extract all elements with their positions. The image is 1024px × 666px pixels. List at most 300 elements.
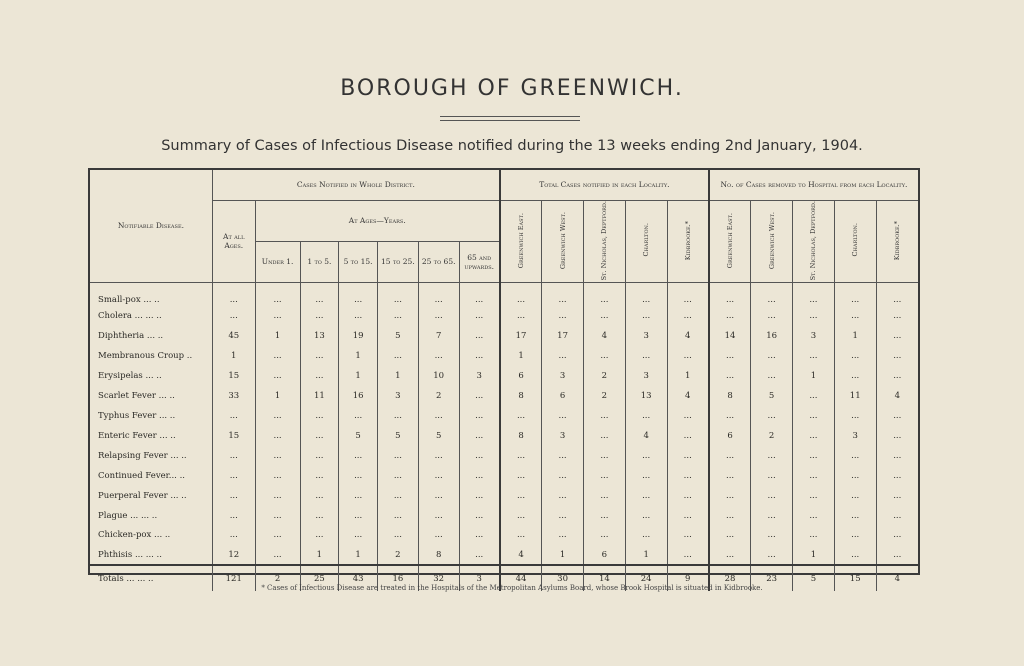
header-loc-greenwich-east: Greenwich East. — [517, 212, 526, 268]
table-cell: ... — [500, 486, 542, 506]
totals-cell: 14 — [583, 565, 625, 591]
table-row — [90, 346, 918, 366]
table-row — [90, 306, 918, 326]
table-cell: ... — [709, 506, 751, 526]
disease-name: Puerperal Fever ... .. — [98, 490, 187, 501]
table-cell: ... — [255, 306, 300, 326]
table-cell: 6 — [500, 366, 542, 386]
table-cell: ... — [583, 466, 625, 486]
table-cell: ... — [212, 466, 255, 486]
table-cell: 5 — [339, 426, 378, 446]
disease-name: Chicken-pox ... .. — [98, 530, 171, 541]
header-disease: Notifiable Disease. — [90, 170, 212, 282]
table-cell: ... — [500, 526, 542, 546]
table-cell: ... — [834, 486, 876, 506]
table-row — [90, 386, 918, 406]
table-cell: 15 — [212, 426, 255, 446]
table-cell: ... — [709, 545, 751, 565]
table-cell: ... — [500, 306, 542, 326]
table-cell: 2 — [583, 366, 625, 386]
table-cell: ... — [212, 406, 255, 426]
table-cell: ... — [500, 506, 542, 526]
table-cell: ... — [459, 306, 500, 326]
table-cell: 3 — [542, 426, 584, 446]
table-cell: 1 — [339, 346, 378, 366]
table-cell: 4 — [625, 426, 667, 446]
table-cell: 2 — [751, 426, 793, 446]
header-total-locality: Total Cases notified in each Locality. — [500, 170, 709, 200]
table-cell: ... — [876, 326, 918, 346]
totals-cell: 43 — [339, 565, 378, 591]
disease-name: Diphtheria ... .. — [98, 331, 164, 342]
table-cell: 16 — [339, 386, 378, 406]
table-cell: ... — [212, 526, 255, 546]
title-rule-bottom — [440, 120, 580, 121]
table-cell: ... — [418, 346, 459, 366]
table-cell: ... — [625, 282, 667, 306]
table-cell: ... — [542, 346, 584, 366]
table-cell: ... — [625, 346, 667, 366]
table-cell: ... — [339, 526, 378, 546]
table-cell: ... — [212, 446, 255, 466]
table-cell: ... — [709, 526, 751, 546]
table-cell: ... — [709, 446, 751, 466]
table-cell: ... — [459, 446, 500, 466]
table-cell: ... — [377, 486, 418, 506]
header-age-15-25: 15 to 25. — [377, 241, 418, 282]
table-cell: ... — [459, 526, 500, 546]
header-loc-kidbrooke: Kidbrooke.* — [683, 220, 692, 260]
table-cell: ... — [751, 526, 793, 546]
table-cell: ... — [834, 366, 876, 386]
table-cell: ... — [876, 426, 918, 446]
table-cell: ... — [300, 466, 339, 486]
table-cell: ... — [793, 406, 835, 426]
table-cell: 5 — [418, 426, 459, 446]
table-cell: 16 — [751, 326, 793, 346]
table-cell: ... — [255, 406, 300, 426]
footnote: * Cases of Infectious Disease are treated in the Hospitals of the Metropolitan Asylums Board, whose Brook Hospital is situated in Kidbrooke. — [261, 584, 763, 592]
table-row — [90, 282, 918, 306]
table-cell: ... — [377, 446, 418, 466]
disease-name: Cholera ... ... .. — [98, 311, 162, 322]
table-cell: ... — [876, 486, 918, 506]
table-cell: ... — [418, 526, 459, 546]
disease-name: Small-pox ... .. — [98, 294, 160, 305]
totals-cell: 30 — [542, 565, 584, 591]
disease-name: Membranous Croup .. — [98, 351, 193, 362]
table-cell: 3 — [625, 326, 667, 346]
table-cell: ... — [709, 306, 751, 326]
totals-cell: 3 — [459, 565, 500, 591]
table-cell: ... — [583, 346, 625, 366]
disease-table-body — [90, 282, 918, 591]
table-cell: ... — [834, 526, 876, 546]
table-cell: ... — [542, 486, 584, 506]
table-cell: ... — [667, 545, 709, 565]
table-cell: 1 — [300, 545, 339, 565]
table-cell: ... — [709, 366, 751, 386]
table-cell: ... — [459, 326, 500, 346]
table-row — [90, 486, 918, 506]
totals-cell: 24 — [625, 565, 667, 591]
totals-cell: 121 — [212, 565, 255, 591]
table-cell: 3 — [834, 426, 876, 446]
table-cell: ... — [793, 506, 835, 526]
table-cell: 6 — [583, 545, 625, 565]
header-age-under-1: Under 1. — [255, 241, 300, 282]
table-cell: ... — [709, 406, 751, 426]
table-cell: ... — [212, 506, 255, 526]
table-cell: ... — [709, 466, 751, 486]
page-title: BOROUGH OF GREENWICH. — [340, 76, 684, 101]
header-loc-greenwich-west: Greenwich West. — [558, 211, 567, 269]
table-row — [90, 526, 918, 546]
table-cell: 8 — [418, 545, 459, 565]
table-row — [90, 545, 918, 565]
table-cell: 2 — [377, 545, 418, 565]
table-cell: 3 — [793, 326, 835, 346]
table-cell: 1 — [212, 346, 255, 366]
table-cell: ... — [667, 426, 709, 446]
table-cell: ... — [542, 306, 584, 326]
totals-cell: 5 — [793, 565, 835, 591]
table-cell: 17 — [500, 326, 542, 346]
table-cell: ... — [459, 506, 500, 526]
header-removed: No. of Cases removed to Hospital from each Locality. — [709, 170, 918, 200]
table-cell: ... — [255, 282, 300, 306]
table-cell: ... — [751, 506, 793, 526]
table-cell: ... — [300, 282, 339, 306]
table-cell: ... — [667, 306, 709, 326]
disease-table-frame — [88, 168, 920, 584]
table-cell: ... — [876, 282, 918, 306]
table-cell: ... — [709, 282, 751, 306]
table-cell: ... — [542, 446, 584, 466]
disease-name: Phthisis ... ... .. — [98, 549, 162, 560]
table-cell: ... — [500, 446, 542, 466]
table-cell: 1 — [625, 545, 667, 565]
table-cell: ... — [459, 282, 500, 306]
table-cell: ... — [377, 506, 418, 526]
header-at-all-ages: At all Ages. — [212, 200, 255, 282]
table-cell: ... — [459, 466, 500, 486]
table-cell: ... — [583, 486, 625, 506]
table-cell: ... — [377, 282, 418, 306]
header-rem-kidbrooke: Kidbrooke.* — [893, 220, 902, 260]
table-cell: ... — [834, 506, 876, 526]
disease-name: Scarlet Fever ... .. — [98, 391, 175, 401]
table-cell: ... — [834, 406, 876, 426]
table-cell: 2 — [418, 386, 459, 406]
table-cell: ... — [876, 506, 918, 526]
table-cell: ... — [751, 406, 793, 426]
totals-cell: 25 — [300, 565, 339, 591]
table-cell: ... — [667, 486, 709, 506]
table-cell: 1 — [377, 366, 418, 386]
table-cell: ... — [751, 466, 793, 486]
table-cell: ... — [876, 366, 918, 386]
table-cell: ... — [834, 346, 876, 366]
table-cell: ... — [667, 346, 709, 366]
table-cell: 3 — [459, 366, 500, 386]
table-cell: ... — [793, 386, 835, 406]
table-cell: ... — [542, 526, 584, 546]
table-cell: ... — [255, 486, 300, 506]
table-cell: ... — [834, 466, 876, 486]
table-cell: ... — [542, 506, 584, 526]
table-cell: 13 — [625, 386, 667, 406]
table-cell: ... — [500, 406, 542, 426]
table-cell: 4 — [583, 326, 625, 346]
table-cell: ... — [212, 486, 255, 506]
table-cell: ... — [300, 366, 339, 386]
table-cell: ... — [300, 406, 339, 426]
table-cell: ... — [300, 346, 339, 366]
table-cell: 5 — [377, 326, 418, 346]
table-cell: ... — [542, 406, 584, 426]
table-cell: ... — [377, 406, 418, 426]
header-age-5-15: 5 to 15. — [339, 241, 378, 282]
table-row — [90, 506, 918, 526]
table-cell: ... — [667, 282, 709, 306]
table-cell: ... — [667, 406, 709, 426]
table-cell: ... — [418, 446, 459, 466]
totals-cell: 2 — [255, 565, 300, 591]
table-cell: 11 — [300, 386, 339, 406]
table-cell: 6 — [709, 426, 751, 446]
table-cell: ... — [418, 506, 459, 526]
table-cell: ... — [793, 526, 835, 546]
table-cell: ... — [793, 446, 835, 466]
table-cell: ... — [339, 446, 378, 466]
table-cell: ... — [793, 282, 835, 306]
table-cell: 5 — [751, 386, 793, 406]
table-cell: ... — [459, 426, 500, 446]
table-cell: ... — [667, 526, 709, 546]
totals-label: Totals ... ... .. — [90, 565, 212, 591]
header-loc-st-nicholas: St. Nicholas, Deptford. — [600, 200, 609, 280]
table-cell: ... — [876, 526, 918, 546]
table-cell: ... — [339, 406, 378, 426]
table-cell: ... — [751, 346, 793, 366]
table-cell: 1 — [339, 366, 378, 386]
table-cell: 12 — [212, 545, 255, 565]
table-cell: ... — [377, 466, 418, 486]
table-cell: ... — [751, 282, 793, 306]
table-cell: ... — [834, 545, 876, 565]
table-cell: ... — [625, 466, 667, 486]
table-cell: 8 — [500, 386, 542, 406]
table-row — [90, 366, 918, 386]
header-rem-greenwich-east: Greenwich East. — [726, 212, 735, 268]
table-cell: 1 — [667, 366, 709, 386]
table-cell: ... — [793, 466, 835, 486]
table-cell: ... — [339, 306, 378, 326]
table-cell: ... — [625, 506, 667, 526]
table-cell: ... — [834, 282, 876, 306]
table-cell: ... — [418, 486, 459, 506]
table-cell: ... — [459, 386, 500, 406]
totals-cell: 23 — [751, 565, 793, 591]
disease-table — [90, 170, 918, 591]
table-cell: 10 — [418, 366, 459, 386]
table-cell: 33 — [212, 386, 255, 406]
totals-cell: 9 — [667, 565, 709, 591]
table-cell: 4 — [500, 545, 542, 565]
table-cell: 1 — [793, 545, 835, 565]
table-cell: 3 — [542, 366, 584, 386]
table-cell: ... — [709, 346, 751, 366]
header-age-25-65: 25 to 65. — [418, 241, 459, 282]
table-cell: ... — [300, 306, 339, 326]
table-cell: ... — [300, 506, 339, 526]
header-rem-charlton: Charlton. — [851, 223, 860, 257]
table-cell: ... — [255, 446, 300, 466]
table-cell: ... — [625, 486, 667, 506]
table-row — [90, 466, 918, 486]
table-cell: ... — [418, 466, 459, 486]
header-rem-greenwich-west: Greenwich West. — [767, 211, 776, 269]
table-cell: ... — [751, 306, 793, 326]
table-cell: ... — [300, 426, 339, 446]
table-cell: ... — [876, 466, 918, 486]
table-cell: ... — [542, 466, 584, 486]
table-cell: ... — [255, 366, 300, 386]
totals-cell: 32 — [418, 565, 459, 591]
table-cell: ... — [625, 406, 667, 426]
table-cell: ... — [255, 346, 300, 366]
table-cell: ... — [212, 282, 255, 306]
table-cell: ... — [876, 545, 918, 565]
table-cell: ... — [876, 406, 918, 426]
table-cell: 14 — [709, 326, 751, 346]
header-whole-district: Cases Notified in Whole District. — [212, 170, 500, 200]
table-cell: 4 — [876, 386, 918, 406]
table-cell: ... — [377, 306, 418, 326]
totals-cell: 28 — [709, 565, 751, 591]
table-row — [90, 326, 918, 346]
table-cell: ... — [255, 526, 300, 546]
table-cell: ... — [500, 282, 542, 306]
table-cell: ... — [625, 526, 667, 546]
table-cell: ... — [625, 446, 667, 466]
table-cell: ... — [255, 466, 300, 486]
table-cell: ... — [339, 506, 378, 526]
table-cell: ... — [418, 282, 459, 306]
table-cell: ... — [339, 282, 378, 306]
table-cell: ... — [583, 526, 625, 546]
table-cell: 13 — [300, 326, 339, 346]
table-cell: ... — [876, 306, 918, 326]
table-cell: ... — [583, 506, 625, 526]
table-cell: 5 — [377, 426, 418, 446]
table-cell: ... — [751, 486, 793, 506]
table-cell: ... — [793, 346, 835, 366]
table-cell: 1 — [500, 346, 542, 366]
table-cell: ... — [793, 426, 835, 446]
table-cell: 19 — [339, 326, 378, 346]
table-cell: ... — [418, 306, 459, 326]
table-cell: ... — [583, 282, 625, 306]
table-cell: 8 — [500, 426, 542, 446]
table-cell: ... — [834, 446, 876, 466]
table-cell: ... — [667, 466, 709, 486]
table-cell: ... — [418, 406, 459, 426]
table-cell: 1 — [255, 386, 300, 406]
table-cell: 17 — [542, 326, 584, 346]
table-cell: 45 — [212, 326, 255, 346]
table-cell: ... — [212, 306, 255, 326]
disease-name: Erysipelas ... .. — [98, 371, 162, 382]
table-cell: ... — [793, 306, 835, 326]
title-rule-top — [440, 116, 580, 117]
header-rem-st-nicholas: St. Nicholas, Deptford. — [809, 200, 818, 280]
disease-name: Typhus Fever ... .. — [98, 410, 176, 421]
table-cell: 3 — [625, 366, 667, 386]
table-cell: 2 — [583, 386, 625, 406]
table-cell: ... — [625, 306, 667, 326]
table-cell: ... — [459, 486, 500, 506]
table-cell: ... — [459, 406, 500, 426]
table-cell: ... — [876, 446, 918, 466]
table-cell: ... — [876, 346, 918, 366]
table-cell: ... — [834, 306, 876, 326]
table-cell: ... — [377, 346, 418, 366]
table-cell: 3 — [377, 386, 418, 406]
table-cell: 4 — [667, 386, 709, 406]
table-cell: ... — [583, 426, 625, 446]
table-cell: 7 — [418, 326, 459, 346]
table-cell: ... — [751, 446, 793, 466]
table-cell: 15 — [212, 366, 255, 386]
table-cell: 1 — [255, 326, 300, 346]
table-cell: ... — [255, 545, 300, 565]
table-cell: ... — [583, 406, 625, 426]
table-cell: ... — [583, 306, 625, 326]
table-cell: ... — [583, 446, 625, 466]
table-cell: ... — [459, 545, 500, 565]
table-cell: ... — [751, 545, 793, 565]
table-cell: ... — [377, 526, 418, 546]
table-cell: ... — [793, 486, 835, 506]
table-row — [90, 406, 918, 426]
table-cell: ... — [667, 506, 709, 526]
table-cell: 8 — [709, 386, 751, 406]
table-cell: 4 — [667, 326, 709, 346]
table-cell: 1 — [793, 366, 835, 386]
totals-cell: 16 — [377, 565, 418, 591]
table-cell: ... — [709, 486, 751, 506]
header-age-65-up: 65 and upwards. — [459, 241, 500, 282]
table-cell: ... — [500, 466, 542, 486]
totals-cell: 15 — [834, 565, 876, 591]
table-cell: ... — [255, 426, 300, 446]
table-cell: ... — [459, 346, 500, 366]
totals-cell: 4 — [876, 565, 918, 591]
header-loc-charlton: Charlton. — [642, 223, 651, 257]
table-cell: ... — [300, 486, 339, 506]
table-cell: 1 — [339, 545, 378, 565]
disease-name: Continued Fever... .. — [98, 470, 185, 481]
header-at-ages-years: At Ages—Years. — [255, 200, 500, 241]
table-cell: ... — [300, 446, 339, 466]
disease-name: Relapsing Fever ... .. — [98, 450, 187, 461]
table-row — [90, 446, 918, 466]
table-cell: 6 — [542, 386, 584, 406]
table-cell: 11 — [834, 386, 876, 406]
table-cell: ... — [300, 526, 339, 546]
